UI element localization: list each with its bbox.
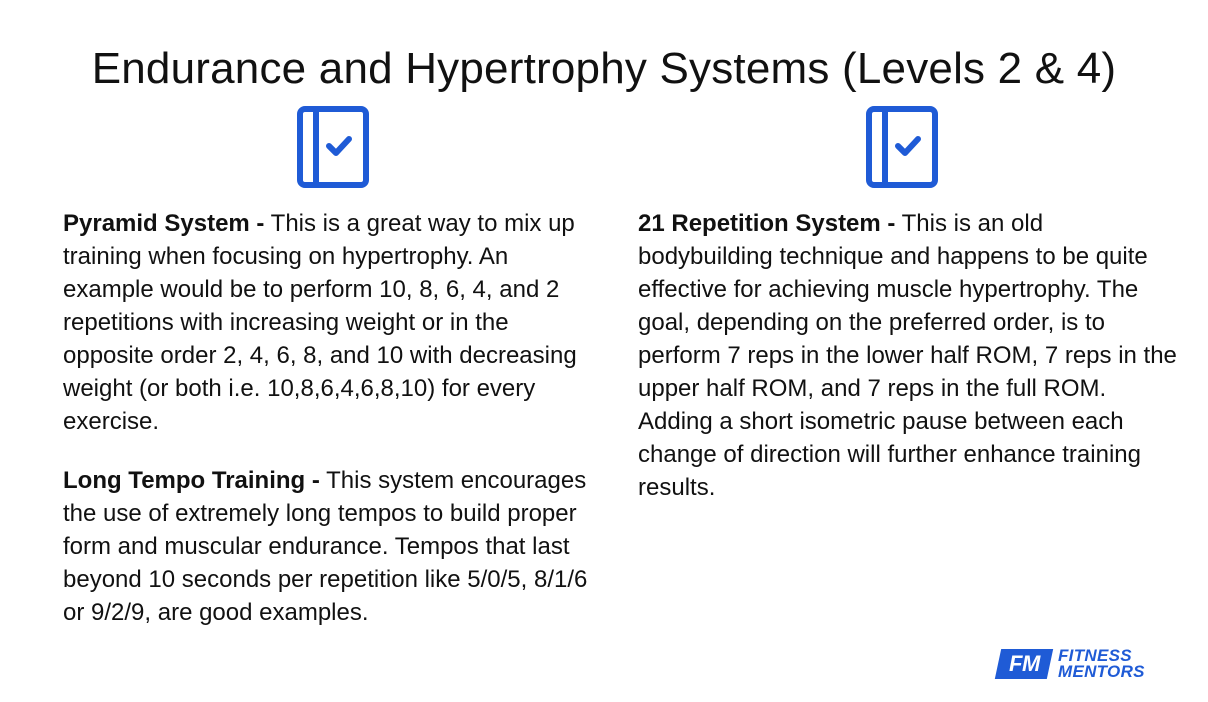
book-check-icon (866, 106, 938, 188)
logo-mark (995, 649, 1053, 679)
logo-line-1: FITNESS (1058, 646, 1132, 665)
paragraph-heading: 21 Repetition System - (638, 210, 896, 237)
paragraph-body: This is an old bodybuilding technique and happens to be quite effective for achieving muscle hypertrophy. The goal, depending on the preferred order, is to perform 7 reps in the lower half ROM, 7 reps in the upper half ROM, and 7 reps in the full ROM. Adding a short isometric pause between each change of direction will further enhance training results. (638, 210, 1177, 501)
page-title: Endurance and Hypertrophy Systems (Levels 2 & 4) (91, 44, 1117, 93)
book-check-icon-graphic (866, 106, 938, 188)
book-check-icon (297, 106, 369, 188)
logo-line-2: MENTORS (1058, 662, 1145, 681)
paragraph-heading: Pyramid System - (63, 210, 265, 237)
paragraph-heading: Long Tempo Training - (63, 467, 320, 494)
left-column (63, 207, 603, 655)
21-repetition-system-paragraph (638, 207, 1178, 504)
book-check-icon-graphic (297, 106, 369, 188)
paragraph-body: This is a great way to mix up training when focusing on hypertrophy. An example would be to perform 10, 8, 6, 4, and 2 repetitions with increasing weight or in the opposite order 2, 4, 6, 8, and 10 with decreasing weight (or both i.e. 10,8,6,4,6,8,10) for every exercise. (63, 210, 577, 435)
pyramid-system-paragraph (63, 207, 603, 438)
right-column (638, 207, 1178, 530)
fitness-mentors-logo (998, 646, 1145, 682)
long-tempo-training-paragraph (63, 464, 603, 629)
paragraph-body: This system encourages the use of extremely long tempos to build proper form and muscular endurance. Tempos that last beyond 10 seconds per repetition like 5/0/5, 8/1/6 or 9/2/9, are good examples. (63, 467, 588, 626)
logo-wordmark (1058, 648, 1145, 680)
logo-mark-text: FM (1008, 651, 1040, 676)
